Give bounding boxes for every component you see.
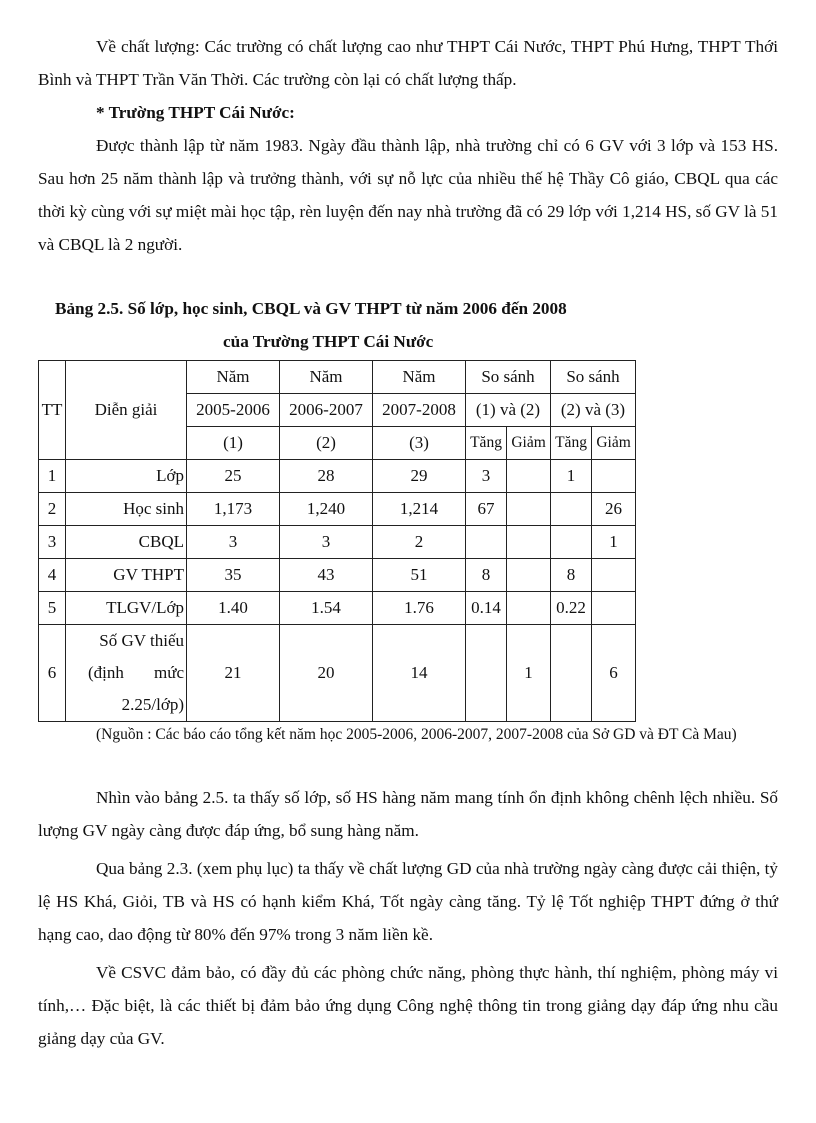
- cell-v1: 35: [187, 559, 280, 592]
- cell-giam-12: [507, 526, 551, 559]
- header-tang-2: Tăng: [551, 427, 592, 460]
- cell-label: Học sinh: [66, 493, 187, 526]
- header-so-sanh-1: So sánh: [466, 361, 551, 394]
- cell-giam-12: [507, 493, 551, 526]
- paragraph-founding: Được thành lập từ năm 1983. Ngày đầu thành lập, nhà trường chỉ có 6 GV với 3 lớp và 153 HS. Sau hơn 25 năm thành lập và trưởng thành, với sự nỗ lực của nhiều thế hệ Thầy Cô giáo, CBQL qua các thời kỳ cùng với sự miệt mài học tập, rèn luyện đến nay nhà trường đã có 29 lớp với 1,214 HS, số GV là 51 và CBQL là 2 người.: [38, 136, 778, 254]
- cell-v3: 51: [373, 559, 466, 592]
- cell-giam-12: 1: [507, 625, 551, 722]
- cell-giam-23: [592, 460, 636, 493]
- table-row: [39, 592, 636, 625]
- header-col-3: (3): [373, 427, 466, 460]
- paragraph-quality-gd: Qua bảng 2.3. (xem phụ lục) ta thấy về chất lượng GD của nhà trường ngày càng được cải thiện, tỷ lệ HS Khá, Giỏi, TB và HS có hạnh kiểm Khá, Tốt ngày càng tăng. Tỷ lệ Tốt nghiệp THPT đứng ở thứ hạng cao, dao động từ 80% đến 97% trong 3 năm liền kề.: [38, 859, 778, 944]
- header-nam-2: Năm: [280, 361, 373, 394]
- cell-tang-12: [466, 526, 507, 559]
- cell-v1: 3: [187, 526, 280, 559]
- header-giam-2: Giảm: [592, 427, 636, 460]
- cell-giam-12: [507, 559, 551, 592]
- cell-tt: 5: [39, 592, 66, 625]
- header-compare-1-2: (1) và (2): [466, 394, 551, 427]
- cell-v1: 25: [187, 460, 280, 493]
- table-caption-line1: Bảng 2.5. Số lớp, học sinh, CBQL và GV THPT từ năm 2006 đến 2008: [55, 299, 567, 318]
- cell-tang-12: 8: [466, 559, 507, 592]
- header-col-1: (1): [187, 427, 280, 460]
- cell-tang-12: 0.14: [466, 592, 507, 625]
- header-nam-1: Năm: [187, 361, 280, 394]
- cell-v3: 2: [373, 526, 466, 559]
- paragraph-analysis: Nhìn vào bảng 2.5. ta thấy số lớp, số HS hàng năm mang tính ổn định không chênh lệch nhiều. Số lượng GV ngày càng được đáp ứng, bổ sung hàng năm.: [38, 788, 778, 840]
- cell-v3: 14: [373, 625, 466, 722]
- cell-tt: 2: [39, 493, 66, 526]
- cell-giam-23: 26: [592, 493, 636, 526]
- cell-label: Lớp: [66, 460, 187, 493]
- table-row: [39, 493, 636, 526]
- cell-v2: 1,240: [280, 493, 373, 526]
- label-line-1: Số GV thiếu: [99, 631, 184, 650]
- cell-giam-12: [507, 460, 551, 493]
- paragraph-csvc: Về CSVC đảm bảo, có đầy đủ các phòng chức năng, phòng thực hành, thí nghiệm, phòng máy vi tính,… Đặc biệt, là các thiết bị đảm bảo ứng dụng Công nghệ thông tin trong giảng dạy đáp ứng nhu cầu giảng dạy của GV.: [38, 963, 778, 1048]
- table-caption-line2: của Trường THPT Cái Nước: [223, 332, 434, 351]
- header-tt: TT: [39, 361, 66, 460]
- table-row: [39, 559, 636, 592]
- section-heading-cai-nuoc: * Trường THPT Cái Nước:: [96, 103, 295, 122]
- cell-v1: 1,173: [187, 493, 280, 526]
- header-col-2: (2): [280, 427, 373, 460]
- cell-tt: 1: [39, 460, 66, 493]
- header-year-3: 2007-2008: [373, 394, 466, 427]
- header-nam-3: Năm: [373, 361, 466, 394]
- header-compare-2-3: (2) và (3): [551, 394, 636, 427]
- cell-v2: 20: [280, 625, 373, 722]
- cell-v1: 21: [187, 625, 280, 722]
- label-line-2: (định mức: [88, 663, 184, 682]
- cell-tang-23: [551, 625, 592, 722]
- bottom-paragraphs: [38, 781, 778, 1055]
- cell-v2: 1.54: [280, 592, 373, 625]
- cell-giam-23: 1: [592, 526, 636, 559]
- header-so-sanh-2: So sánh: [551, 361, 636, 394]
- cell-giam-12: [507, 592, 551, 625]
- cell-tang-12: 3: [466, 460, 507, 493]
- cell-tang-23: 1: [551, 460, 592, 493]
- cell-tang-23: [551, 526, 592, 559]
- cell-giam-23: [592, 559, 636, 592]
- table-row: [39, 526, 636, 559]
- header-year-2: 2006-2007: [280, 394, 373, 427]
- table-row: [39, 625, 636, 722]
- cell-v2: 28: [280, 460, 373, 493]
- cell-label: CBQL: [66, 526, 187, 559]
- label-line-3: 2.25/lớp): [121, 695, 184, 714]
- source-note: (Nguồn : Các báo cáo tổng kết năm học 2005-2006, 2006-2007, 2007-2008 của Sở GD và ĐT Cà Mau): [96, 726, 737, 743]
- cell-tt: 4: [39, 559, 66, 592]
- header-tang-1: Tăng: [466, 427, 507, 460]
- cell-giam-23: 6: [592, 625, 636, 722]
- paragraph-quality: Về chất lượng: Các trường có chất lượng cao như THPT Cái Nước, THPT Phú Hưng, THPT Thới Bình và THPT Trần Văn Thời. Các trường còn lại có chất lượng thấp.: [38, 37, 778, 89]
- statistics-table: [38, 360, 636, 722]
- cell-tang-23: 8: [551, 559, 592, 592]
- cell-label: GV THPT: [66, 559, 187, 592]
- cell-giam-23: [592, 592, 636, 625]
- cell-tang-23: 0.22: [551, 592, 592, 625]
- cell-v3: 29: [373, 460, 466, 493]
- cell-tt: 3: [39, 526, 66, 559]
- cell-v3: 1.76: [373, 592, 466, 625]
- cell-tang-12: 67: [466, 493, 507, 526]
- cell-v1: 1.40: [187, 592, 280, 625]
- cell-v2: 3: [280, 526, 373, 559]
- header-giam-1: Giảm: [507, 427, 551, 460]
- cell-v2: 43: [280, 559, 373, 592]
- cell-v3: 1,214: [373, 493, 466, 526]
- cell-tang-12: [466, 625, 507, 722]
- document-page: [38, 30, 778, 1048]
- header-dien-giai: Diễn giải: [66, 361, 187, 460]
- cell-tt: 6: [39, 625, 66, 722]
- cell-label: TLGV/Lớp: [66, 592, 187, 625]
- cell-tang-23: [551, 493, 592, 526]
- table-row: [39, 460, 636, 493]
- table-header-row-1: [39, 361, 636, 394]
- cell-label-multiline: [66, 625, 187, 722]
- header-year-1: 2005-2006: [187, 394, 280, 427]
